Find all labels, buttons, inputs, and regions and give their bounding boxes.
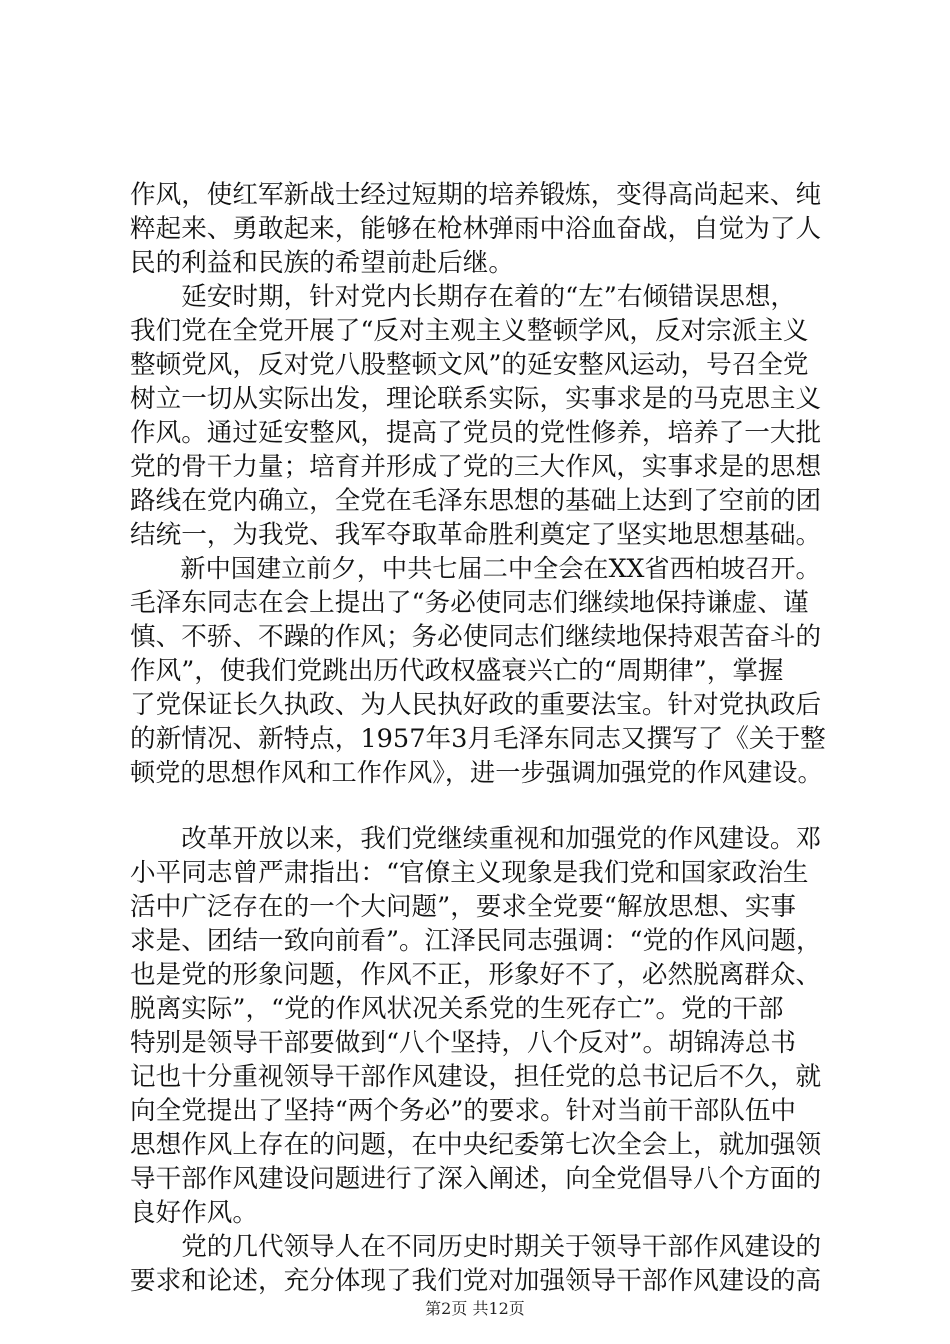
text-line: 求是、团结一致向前看”。江泽民同志强调：“党的作风问题， <box>130 926 822 956</box>
text-line: 导干部作风建设问题进行了深入阐述，向全党倡导八个方面的 <box>130 1164 822 1194</box>
text-line: 的新情况、新特点，1957年3月毛泽东同志又撰写了《关于整 <box>130 724 826 754</box>
page-footer: 第2页 共12页 <box>425 1299 525 1318</box>
text-line: 小平同志曾严肃指出：“官僚主义现象是我们党和国家政治生 <box>130 858 809 888</box>
text-line: 党的骨干力量；培育并形成了党的三大作风，实事求是的思想 <box>130 452 822 482</box>
text-line: 结统一，为我党、我军夺取革命胜利奠定了坚实地思想基础。 <box>130 520 822 550</box>
text-line: 路线在党内确立，全党在毛泽东思想的基础上达到了空前的团 <box>130 486 822 516</box>
text-line: 要求和论述，充分体现了我们党对加强领导干部作风建设的高 <box>130 1266 822 1296</box>
text-line: 毛泽东同志在会上提出了“务必使同志们继续地保持谦虚、谨 <box>130 588 809 618</box>
text-line: 了党保证长久执政、为人民执好政的重要法宝。针对党执政后 <box>130 690 822 720</box>
text-line: 作风，使红军新战士经过短期的培养锻炼，变得高尚起来、纯 <box>130 180 822 210</box>
text-line: 作风”，使我们党跳出历代政权盛衰兴亡的“周期律”，掌握 <box>130 656 784 686</box>
text-line: 粹起来、勇敢起来，能够在枪林弹雨中浴血奋战，自觉为了人 <box>130 214 822 244</box>
text-line: 慎、不骄、不躁的作风；务必使同志们继续地保持艰苦奋斗的 <box>130 622 822 652</box>
text-line: 改革开放以来，我们党继续重视和加强党的作风建设。邓 <box>130 824 822 854</box>
text-line: 向全党提出了坚持“两个务必”的要求。针对当前干部队伍中 <box>130 1096 797 1126</box>
text-line: 民的利益和民族的希望前赴后继。 <box>130 248 514 278</box>
text-line: 树立一切从实际出发，理论联系实际，实事求是的马克思主义 <box>130 384 822 414</box>
text-line: 新中国建立前夕，中共七届二中全会在XX省西柏坡召开。 <box>130 554 821 583</box>
text-line: 特别是领导干部要做到“八个坚持，八个反对”。胡锦涛总书 <box>130 1028 797 1058</box>
text-line: 思想作风上存在的问题，在中央纪委第七次全会上，就加强领 <box>130 1130 822 1160</box>
text-line: 也是党的形象问题，作风不正，形象好不了，必然脱离群众、 <box>130 960 822 990</box>
text-line: 党的几代领导人在不同历史时期关于领导干部作风建设的 <box>130 1232 822 1262</box>
text-line: 作风。通过延安整风，提高了党员的党性修养，培养了一大批 <box>130 418 822 448</box>
text-line: 我们党在全党开展了“反对主观主义整顿学风，反对宗派主义 <box>130 316 809 346</box>
text-line: 良好作风。 <box>130 1198 258 1228</box>
text-line: 记也十分重视领导干部作风建设，担任党的总书记后不久，就 <box>130 1062 822 1092</box>
text-line: 整顿党风，反对党八股整顿文风”的延安整风运动，号召全党 <box>130 350 809 380</box>
text-line: 脱离实际”，“党的作风状况关系党的生死存亡”。党的干部 <box>130 994 784 1024</box>
text-line: 延安时期，针对党内长期存在着的“左”右倾错误思想， <box>130 282 797 312</box>
text-line: 顿党的思想作风和工作作风》，进一步强调加强党的作风建设。 <box>130 758 823 787</box>
text-line: 活中广泛存在的一个大问题”，要求全党要“解放思想、实事 <box>130 892 797 922</box>
